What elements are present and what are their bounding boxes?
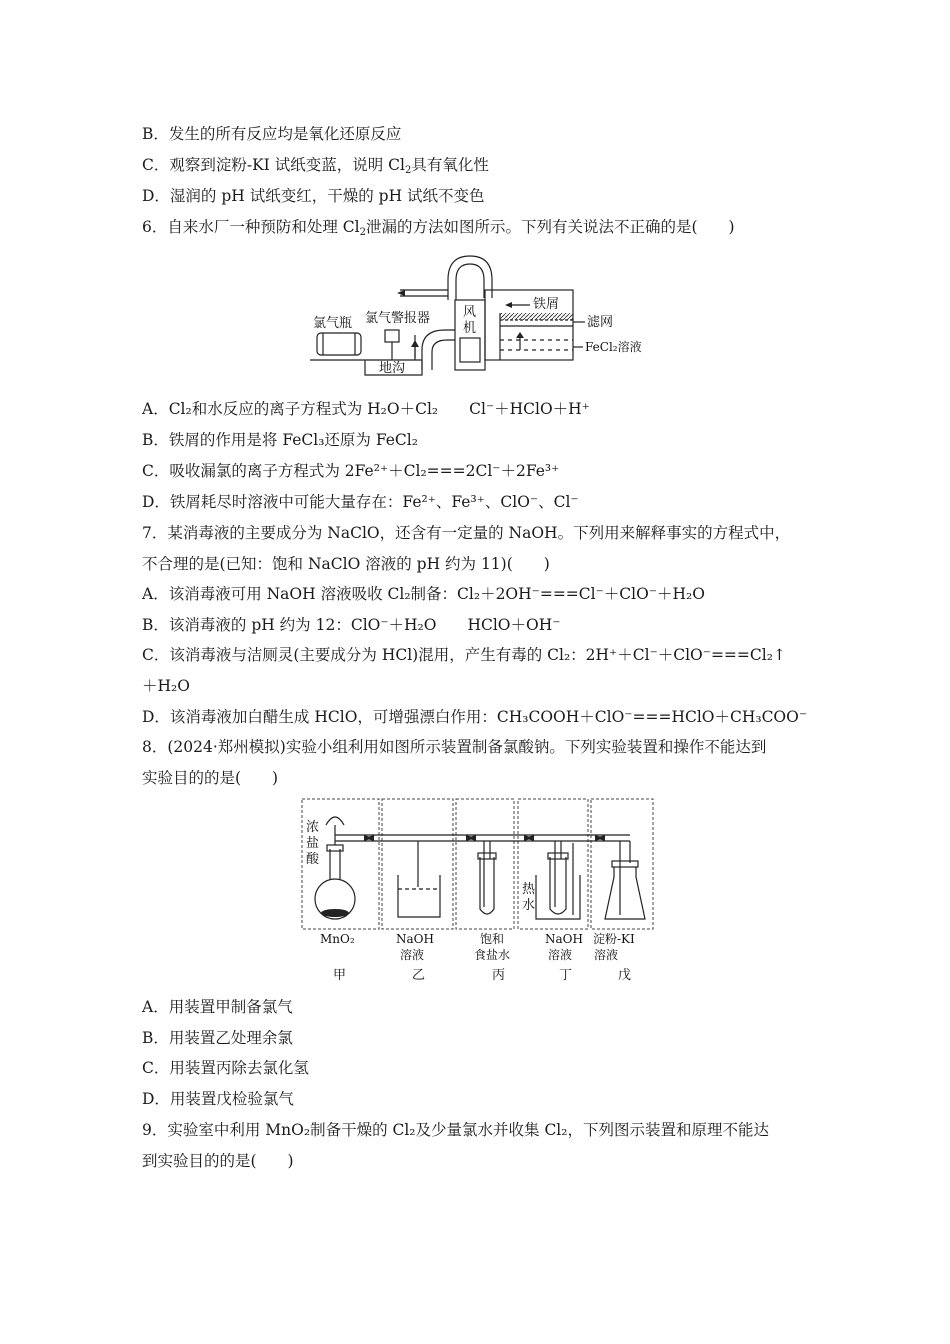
q8-stem-line2: 实验目的的是( ) bbox=[142, 769, 279, 787]
fig6-label-ditch: 地沟 bbox=[379, 361, 406, 376]
fig6-label-fan-top: 风 bbox=[463, 305, 477, 320]
fig8-hot-char1: 热 bbox=[522, 882, 536, 897]
fig8-hot-char2: 水 bbox=[522, 898, 536, 913]
q7-option-c-line1: C．该消毒液与洁厕灵(主要成分为 HCl)混用，产生有毒的 Cl₂：2H⁺＋Cl⁻＋ClO⁻===Cl₂↑ bbox=[142, 646, 786, 664]
q7-option-d: D．该消毒液加白醋生成 HClO，可增强漂白作用：CH₃COOH＋ClO⁻===HClO＋CH₃COO⁻ bbox=[142, 708, 808, 726]
fig8-name-jia: 甲 bbox=[333, 968, 347, 983]
fig8-reagent-jia: MnO₂ bbox=[320, 932, 355, 946]
q7-stem-line2: 不合理的是(已知：饱和 NaClO 溶液的 pH 约为 11)( ) bbox=[142, 555, 550, 573]
q6-option-d: D．铁屑耗尽时溶液中可能大量存在：Fe²⁺、Fe³⁺、ClO⁻、Cl⁻ bbox=[142, 493, 579, 511]
fig8-reagent-yi-2: 溶液 bbox=[400, 948, 425, 962]
q6-option-a: A．Cl₂和水反应的离子方程式为 H₂O＋Cl₂ Cl⁻＋HClO＋H⁺ bbox=[142, 400, 590, 418]
q8-apparatus-figure bbox=[300, 797, 660, 985]
q5-option-c: C．观察到淀粉-KI 试纸变蓝，说明 $Cl_2$具有氧化性 bbox=[142, 156, 489, 176]
fig8-reagent-ding-1: NaOH bbox=[545, 932, 583, 946]
fig8-reagent-ding-2: 溶液 bbox=[548, 948, 573, 962]
q6-stem: 6．自来水厂一种预防和处理 $Cl_2$泄漏的方法如图所示。下列有关说法不正确的是( ) bbox=[142, 218, 735, 238]
fig6-label-cylinder: 氯气瓶 bbox=[313, 316, 353, 331]
q7-option-a: A．该消毒液可用 NaOH 溶液吸收 Cl₂制备：Cl₂＋2OH⁻===Cl⁻＋ClO⁻＋H₂O bbox=[142, 585, 705, 603]
fig8-name-yi: 乙 bbox=[412, 968, 426, 983]
q7-option-c-line2: ＋H₂O bbox=[142, 677, 190, 695]
fig8-acid-char1: 浓 bbox=[306, 820, 320, 835]
q6-option-c: C．吸收漏氯的离子方程式为 2Fe²⁺＋Cl₂===2Cl⁻＋2Fe³⁺ bbox=[142, 462, 560, 480]
q5-option-b: B．发生的所有反应均是氧化还原反应 bbox=[142, 125, 402, 143]
fig8-reagent-bing-1: 饱和 bbox=[480, 932, 505, 946]
q5-option-d: D．湿润的 pH 试纸变红，干燥的 pH 试纸不变色 bbox=[142, 187, 485, 205]
q8-option-c: C．用装置丙除去氯化氢 bbox=[142, 1059, 309, 1077]
q9-stem-line1: 9．实验室中利用 MnO₂制备干燥的 Cl₂及少量氯水并收集 Cl₂，下列图示装置和原理不能达 bbox=[142, 1121, 769, 1139]
fig8-reagent-wu-1: 淀粉-KI bbox=[593, 932, 635, 946]
fig8-reagent-bing-2: 食盐水 bbox=[474, 948, 511, 962]
q7-stem-line1: 7．某消毒液的主要成分为 NaClO，还含有一定量的 NaOH。下列用来解释事实的方程式中， bbox=[142, 524, 791, 542]
fig8-acid-char3: 酸 bbox=[306, 852, 320, 867]
fig8-name-ding: 丁 bbox=[559, 968, 573, 983]
q8-option-a: A．用装置甲制备氯气 bbox=[142, 998, 293, 1016]
q8-option-d: D．用装置戊检验氯气 bbox=[142, 1090, 294, 1108]
fig8-acid-char2: 盐 bbox=[306, 836, 320, 851]
fig6-label-alarm: 氯气警报器 bbox=[365, 311, 431, 326]
fig6-label-filter: 滤网 bbox=[587, 315, 614, 330]
q6-option-b: B．铁屑的作用是将 FeCl₃还原为 FeCl₂ bbox=[142, 431, 418, 449]
fig8-name-bing: 丙 bbox=[492, 968, 506, 983]
q9-stem-line2: 到实验目的的是( ) bbox=[142, 1152, 294, 1170]
q7-option-b: B．该消毒液的 pH 约为 12：ClO⁻＋H₂O HClO＋OH⁻ bbox=[142, 616, 561, 634]
fig8-name-wu: 戊 bbox=[618, 968, 632, 983]
fig6-label-iron: 铁屑 bbox=[533, 297, 560, 312]
fig8-reagent-wu-2: 溶液 bbox=[594, 948, 619, 962]
q6-chlorine-treatment-figure bbox=[305, 250, 655, 385]
fig6-label-fan-bottom: 机 bbox=[463, 321, 477, 336]
q8-stem-line1: 8．(2024·郑州模拟)实验小组利用如图所示装置制备氯酸钠。下列实验装置和操作不能达到 bbox=[142, 738, 767, 756]
q8-option-b: B．用装置乙处理余氯 bbox=[142, 1029, 293, 1047]
fig6-label-solution: FeCl₂溶液 bbox=[585, 340, 642, 354]
fig8-reagent-yi-1: NaOH bbox=[396, 932, 434, 946]
